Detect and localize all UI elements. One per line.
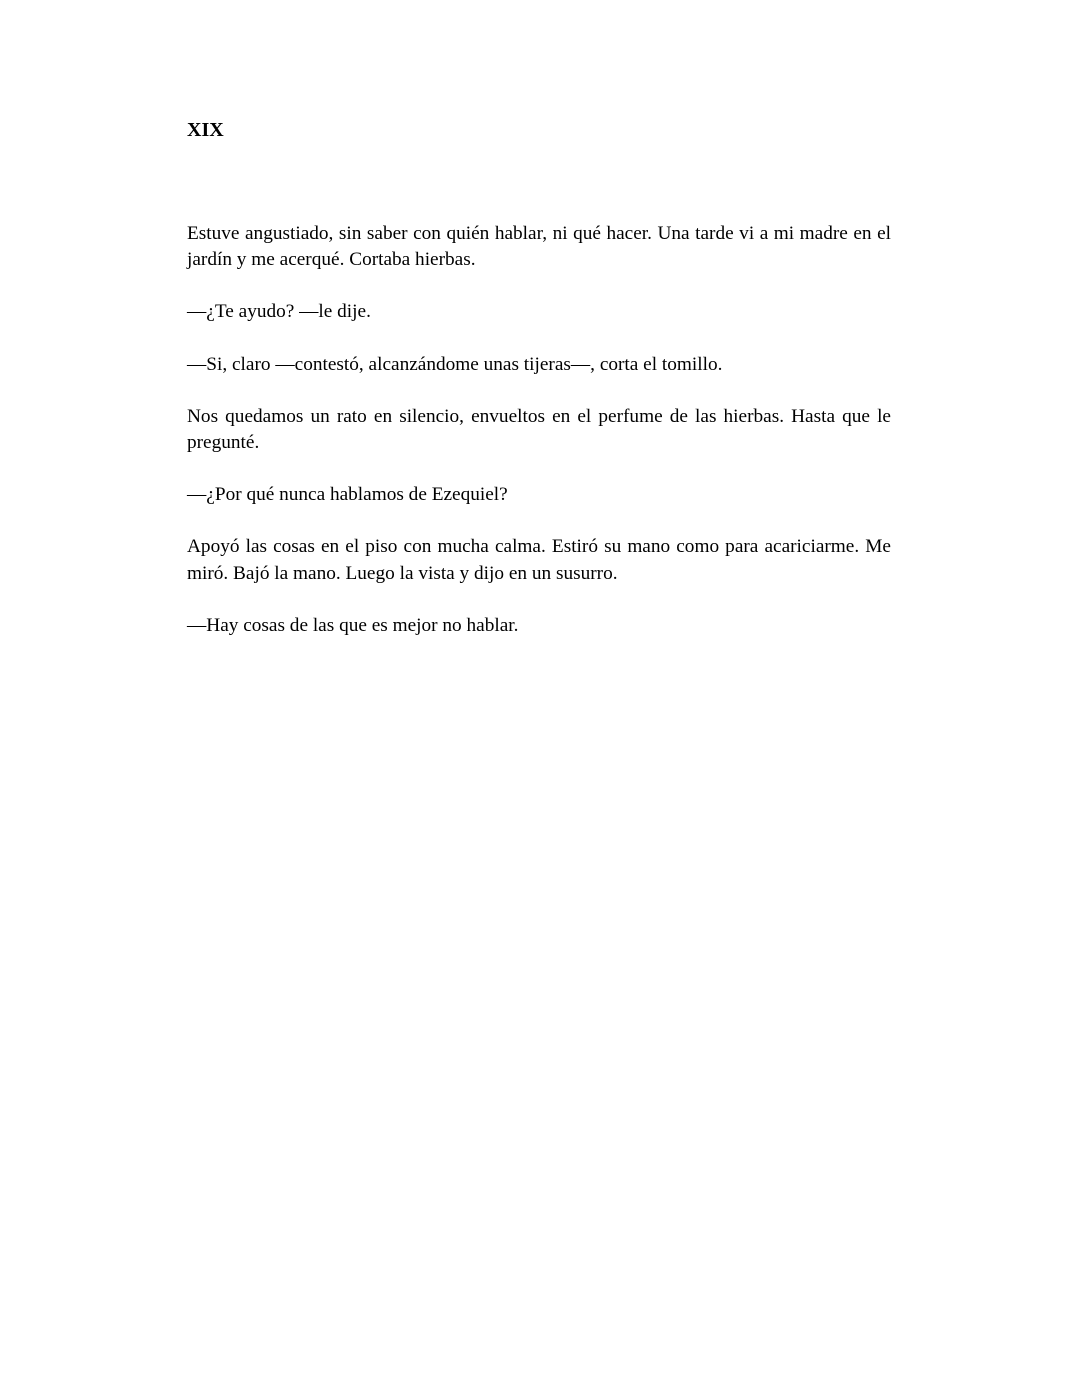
paragraph: —¿Te ayudo? —le dije. [187, 301, 371, 323]
paragraph: Nos quedamos un rato en silencio, envueltos en el perfume de las hierbas. Hasta que le pregunté. [187, 405, 891, 454]
paragraph: —¿Por qué nunca hablamos de Ezequiel? [187, 484, 508, 506]
paragraph: Estuve angustiado, sin saber con quién hablar, ni qué hacer. Una tarde vi a mi madre en el jardín y me acerqué. Cortaba hierbas. [187, 223, 891, 271]
chapter-heading: XIX [187, 119, 224, 141]
paragraph: Apoyó las cosas en el piso con mucha calma. Estiró su mano como para acariciarme. Me miró. Bajó la mano. Luego la vista y dijo en un susurro. [187, 536, 891, 584]
paragraph: —Si, claro —contestó, alcanzándome unas tijeras—, corta el tomillo. [187, 353, 723, 375]
body-text [187, 221, 891, 665]
paragraph: —Hay cosas de las que es mejor no hablar. [187, 614, 519, 636]
